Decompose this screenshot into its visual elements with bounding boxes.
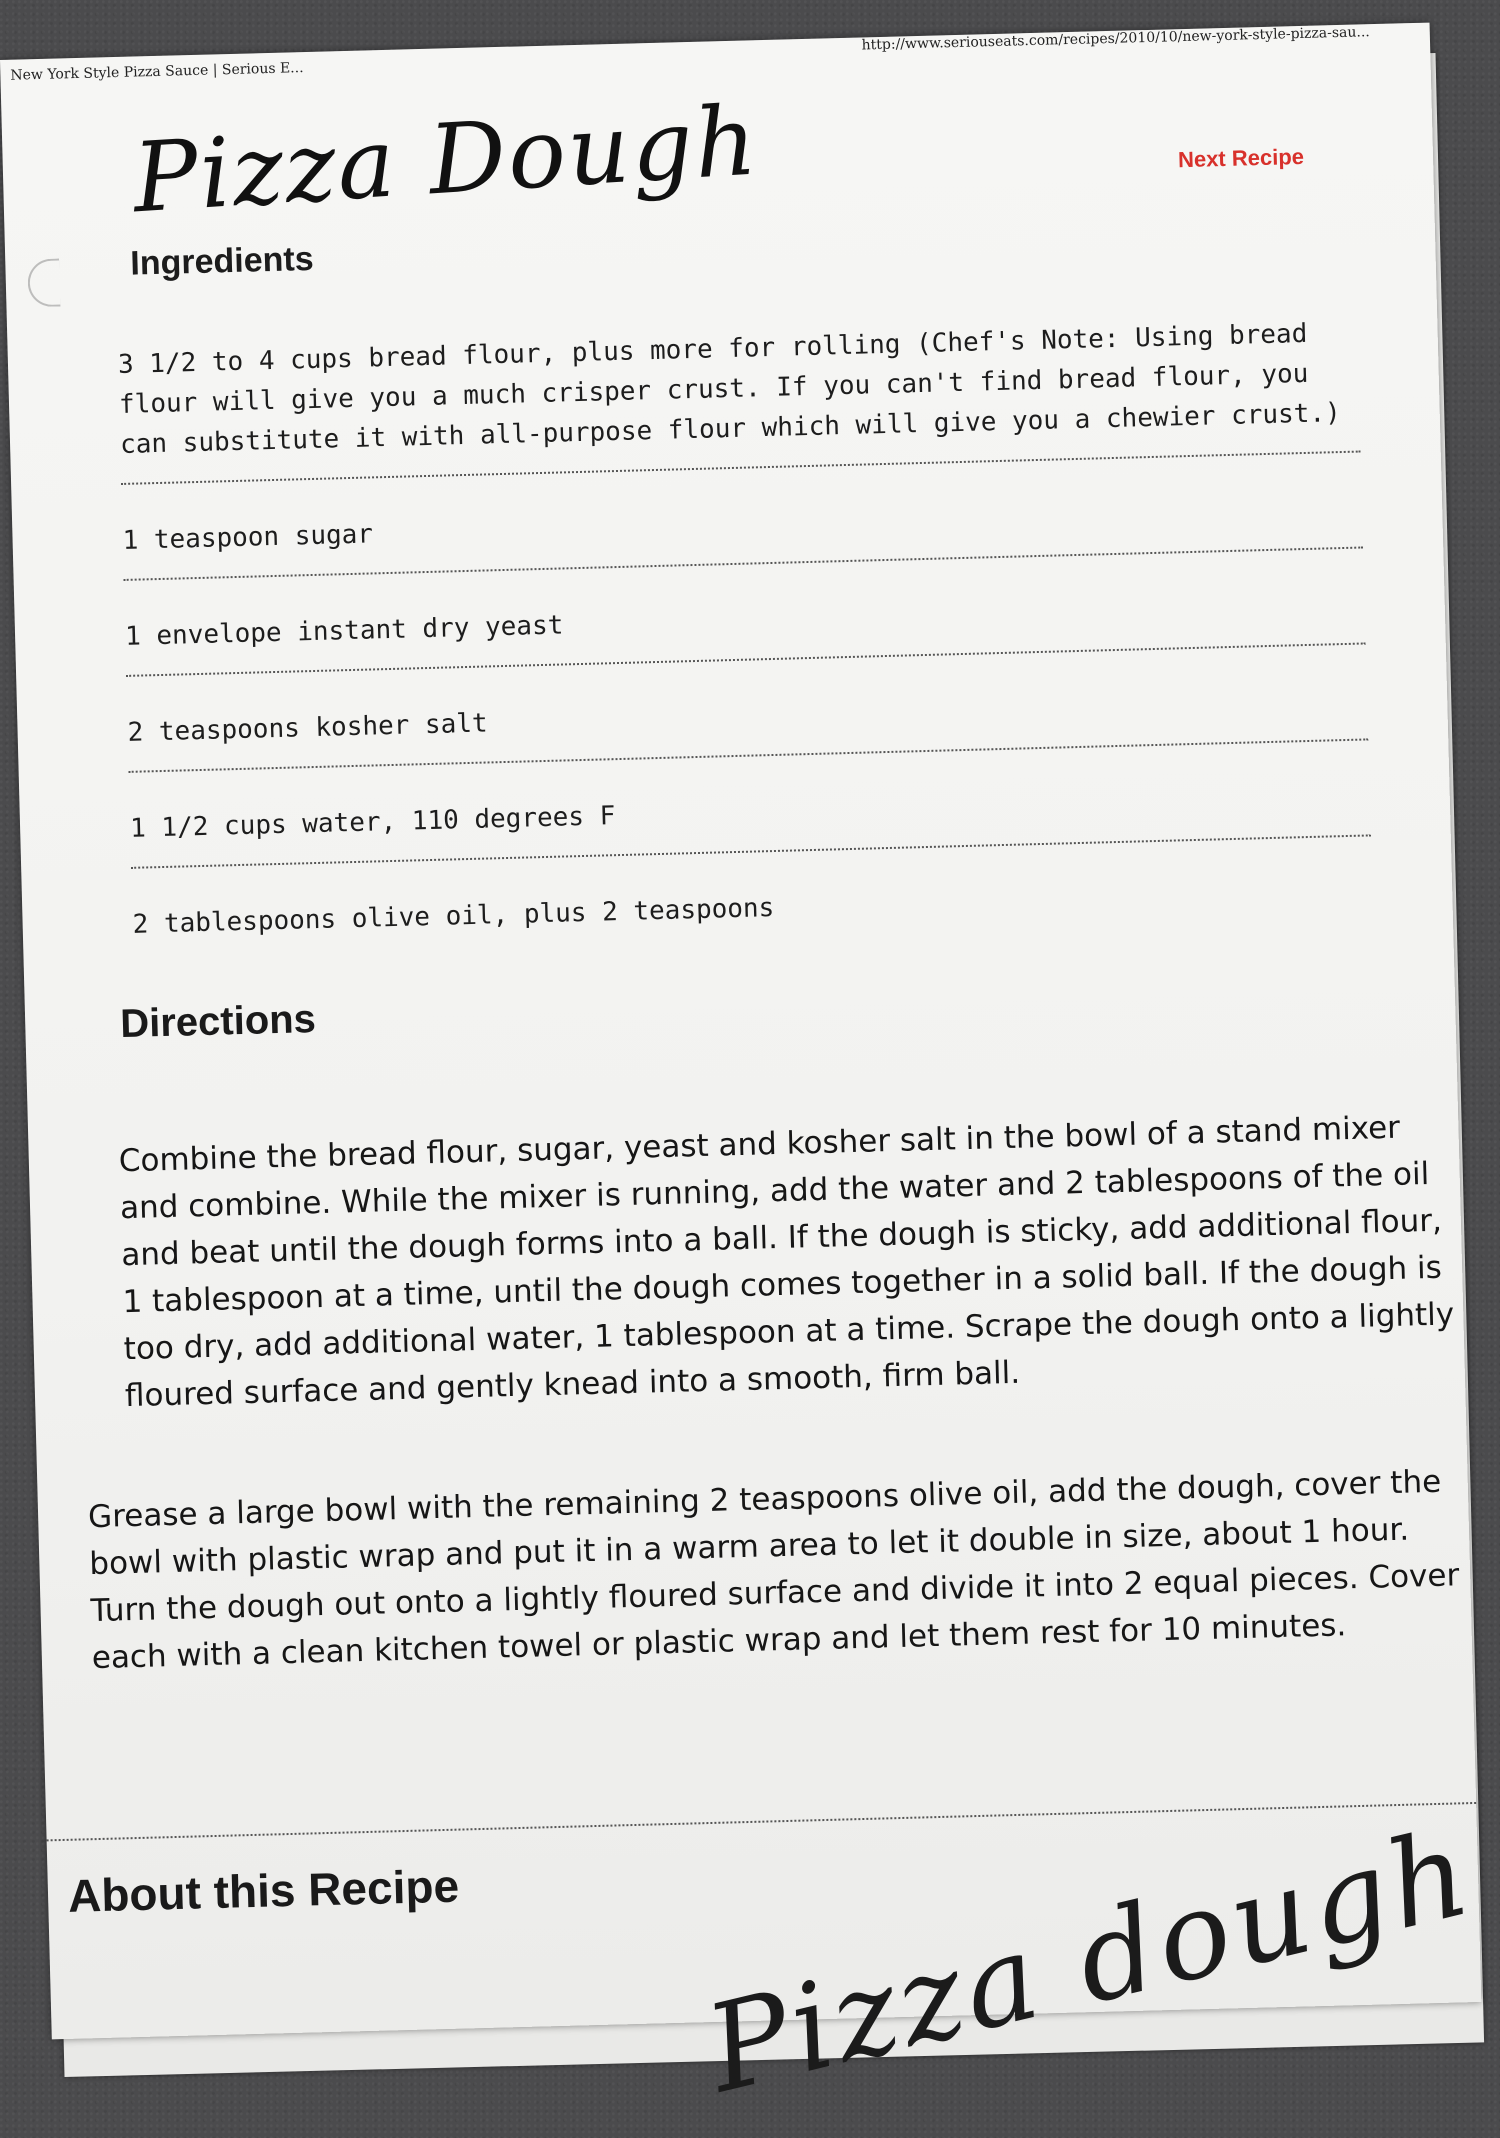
about-heading: About this Recipe xyxy=(67,1859,460,1922)
ingredient-item: 2 tablespoons olive oil, plus 2 teaspoons xyxy=(132,893,775,940)
handwritten-title: Pizza Dough xyxy=(129,84,762,235)
print-header xyxy=(0,23,1430,90)
ingredients-heading: Ingredients xyxy=(129,239,315,283)
margin-pencil-mark xyxy=(27,259,60,308)
next-recipe-link[interactable]: Next Recipe xyxy=(1177,143,1305,173)
print-header-url: http://www.seriouseats.com/recipes/2010/10/new-york-style-pizza-sau... xyxy=(861,24,1370,54)
handwritten-signature: Pizza dough xyxy=(694,1803,1486,2121)
directions-paragraph: Grease a large bowl with the remaining 2 teaspoons olive oil, add the dough, cover the bowl with plastic wrap and put it in a warm area to let it double in size, about 1 hour. Turn the dough out onto a lightly floured surface and divide it into 2 equal pieces. Cover each with a clean kitchen towel or plastic wrap and let them rest for 10 minutes. xyxy=(87,1463,1460,1677)
ingredient-item: 2 teaspoons kosher salt xyxy=(127,672,1368,772)
ingredient-item: 3 1/2 to 4 cups bread flour, plus more for rolling (Chef's Note: Using bread flour will give you a much crisper crust. If you can't find bread flour, you can substitute it with all-purpose flour which will give you a chewier crust.) xyxy=(117,305,1360,485)
directions-heading: Directions xyxy=(119,997,317,1047)
section-divider xyxy=(47,1802,1477,1841)
ingredient-item: 1 envelope instant dry yeast xyxy=(124,576,1365,676)
print-header-title: New York Style Pizza Sauce | Serious E... xyxy=(10,60,304,84)
directions-paragraph: Combine the bread flour, sugar, yeast and kosher salt in the bowl of a stand mixer and combine. While the mixer is running, add the water and 2 tablespoons of the oil and beat until the dough forms into a ball. If the dough is sticky, add additional flour, 1 tablespoon at a time, until the dough comes together in a solid ball. If the dough is too dry, add additional water, 1 tablespoon at a time. Scrape the dough onto a lightly floured surface and gently knead into a smooth, firm ball. xyxy=(118,1109,1455,1415)
ingredient-item: 1 teaspoon sugar xyxy=(122,481,1363,581)
ingredients-list xyxy=(117,305,1374,991)
recipe-printout xyxy=(0,23,1486,2121)
ingredient-item: 1 1/2 cups water, 110 degrees F xyxy=(129,768,1370,868)
